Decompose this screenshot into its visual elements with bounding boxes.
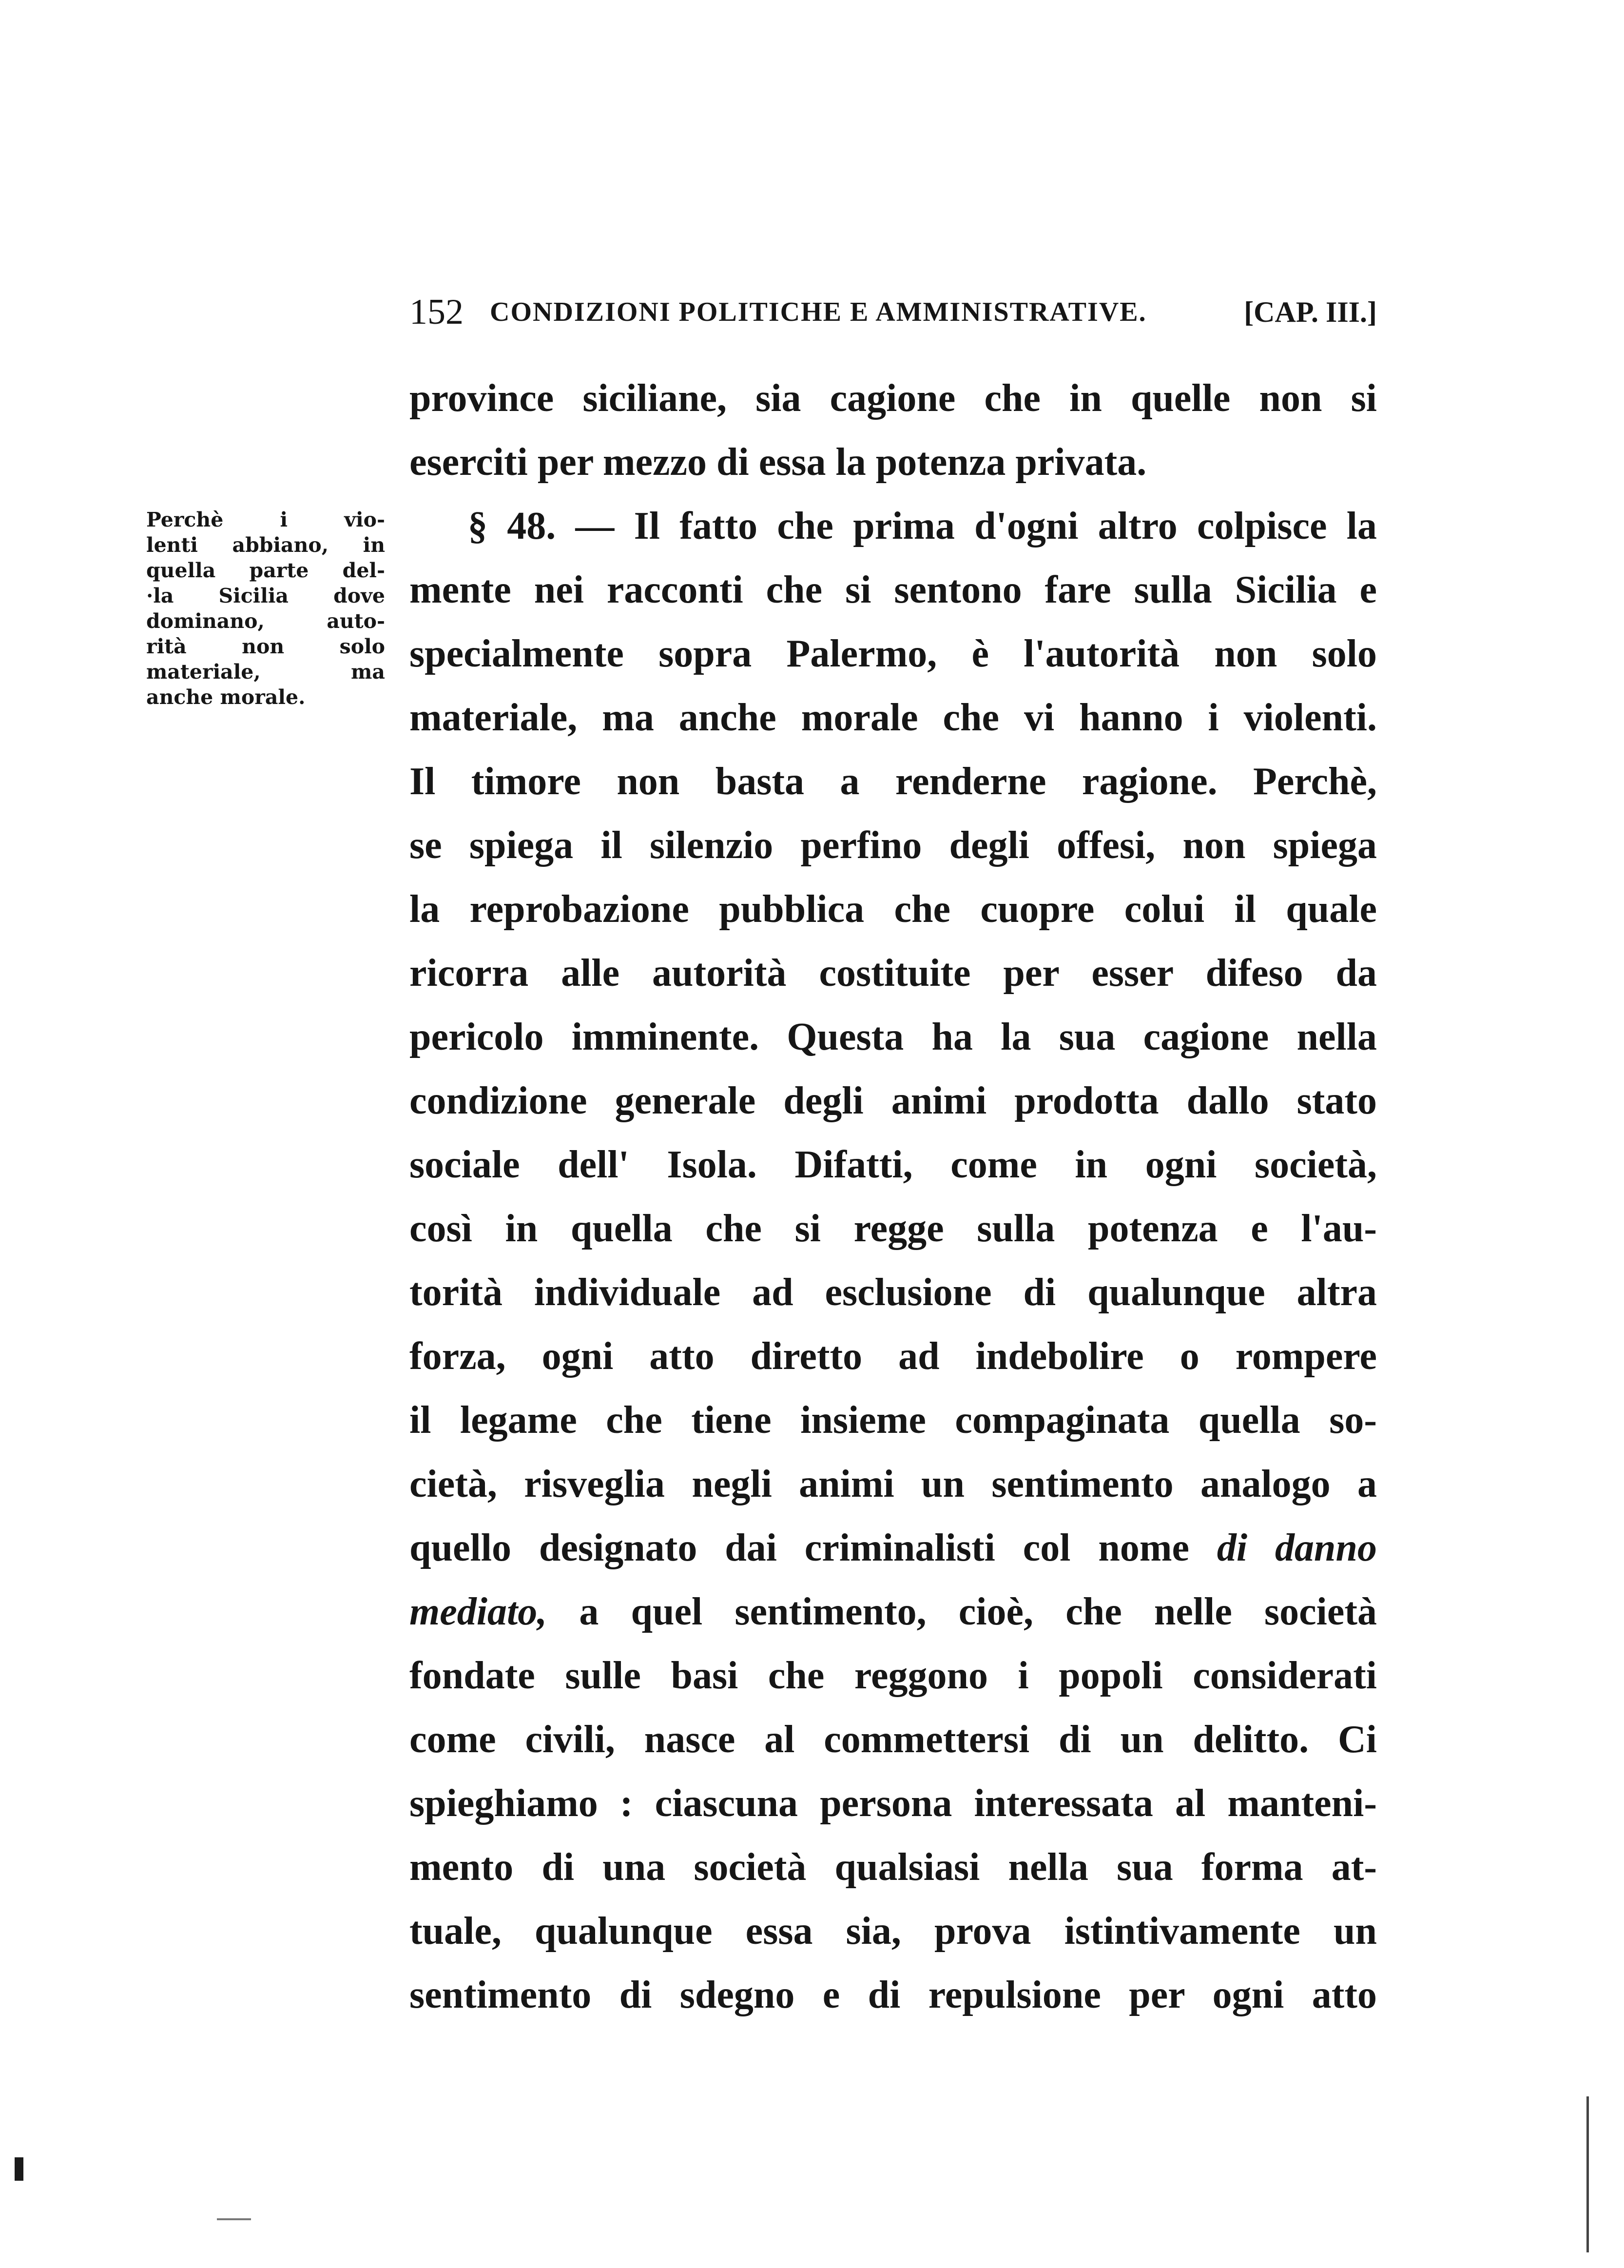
text-line: il legame che tiene insieme compaginata quella so- [409, 1399, 1377, 1442]
section-heading-line: § 48. — Il fatto che prima d'ogni altro colpisce la [468, 505, 1377, 547]
text-line-with-italic [409, 1580, 1377, 1644]
scan-mark-left [15, 2157, 23, 2181]
text-line: mento di una società qualsiasi nella sua forma at- [409, 1846, 1377, 1889]
text-line: se spiega il silenzio perfino degli offesi, non spiega [409, 824, 1377, 867]
scan-mark-right [1586, 2096, 1589, 2252]
marginal-note-line: ·la Sicilia dove [146, 584, 385, 607]
marginal-note-line: anche morale. [146, 685, 306, 709]
marginal-note-line: materiale, ma [146, 660, 385, 684]
running-title: CONDIZIONI POLITICHE E AMMINISTRATIVE. [490, 297, 1147, 327]
text-line: materiale, ma anche morale che vi hanno i violenti. [409, 696, 1377, 739]
text-line: ricorra alle autorità costituite per esser difeso da [409, 952, 1377, 995]
text-line: spieghiamo : ciascuna persona interessata al manteni- [409, 1782, 1377, 1825]
text-line: sociale dell' Isola. Difatti, come in ogni società, [409, 1143, 1377, 1186]
marginal-note-line: rità non solo [146, 635, 385, 658]
marginal-note [146, 507, 385, 710]
text-line: mente nei racconti che si sentono fare sulla Sicilia e [409, 568, 1377, 611]
text-line: Il timore non basta a renderne ragione. Perchè, [409, 760, 1377, 803]
text-line: forza, ogni atto diretto ad indebolire o rompere [409, 1335, 1377, 1378]
text-line: torità individuale ad esclusione di qualunque altra [409, 1271, 1377, 1314]
text-segment: quello designato dai criminalisti col nome [409, 1526, 1190, 1569]
text-line: sentimento di sdegno e di repulsione per ogni atto [409, 1974, 1377, 2016]
text-segment: a quel sentimento, cioè, che nelle società [579, 1590, 1377, 1633]
running-head [409, 288, 1377, 336]
marginal-note-line: dominano, auto- [146, 609, 385, 633]
text-line: la reprobazione pubblica che cuopre colui il quale [409, 888, 1377, 931]
text-line: così in quella che si regge sulla potenza e l'au- [409, 1207, 1377, 1250]
text-line: eserciti per mezzo di essa la potenza privata. [409, 441, 1147, 484]
marginal-note-line: Perchè i vio- [146, 508, 385, 531]
italic-phrase: di danno [1217, 1526, 1377, 1569]
text-line: come civili, nasce al commettersi di un delitto. Ci [409, 1718, 1377, 1761]
text-line: pericolo imminente. Questa ha la sua cagione nella [409, 1016, 1377, 1058]
text-line: tuale, qualunque essa sia, prova istintivamente un [409, 1910, 1377, 1953]
text-line: cietà, risveglia negli animi un sentimento analogo a [409, 1463, 1377, 1505]
page-number: 152 [409, 292, 464, 332]
chapter-reference: [CAP. III.] [1244, 296, 1377, 328]
marginal-note-line: lenti abbiano, in [146, 533, 385, 557]
text-line: fondate sulle basi che reggono i popoli considerati [409, 1654, 1377, 1697]
text-line: province siciliane, sia cagione che in quelle non si [409, 377, 1377, 420]
text-line-with-italic [409, 1516, 1377, 1580]
italic-phrase: mediato, [409, 1590, 547, 1633]
scan-mark-bottom [217, 2218, 251, 2220]
body-text [409, 367, 1377, 2027]
text-line: condizione generale degli animi prodotta dallo stato [409, 1079, 1377, 1122]
text-line: specialmente sopra Palermo, è l'autorità non solo [409, 632, 1377, 675]
marginal-note-line: quella parte del- [146, 559, 385, 582]
